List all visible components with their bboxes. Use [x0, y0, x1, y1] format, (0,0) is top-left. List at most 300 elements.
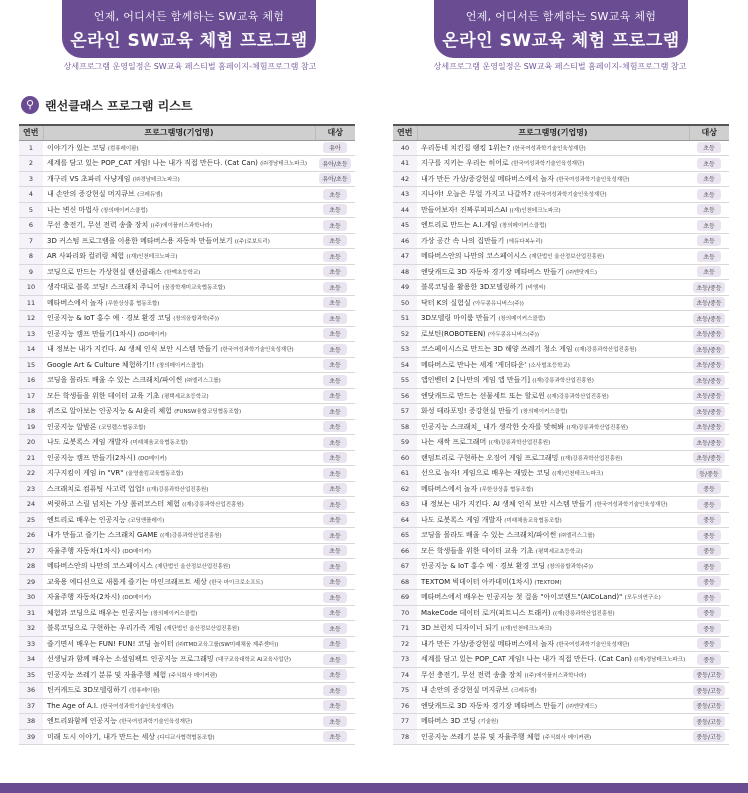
- row-number: 20: [19, 435, 43, 451]
- target-badge: 유아/초등: [319, 158, 350, 169]
- program-org: (창의융합과학(주)): [547, 564, 594, 571]
- target-badge: 초등: [323, 313, 347, 324]
- program-org: ((재)인천테크노파크): [552, 471, 604, 478]
- row-number: 73: [393, 652, 417, 668]
- row-number: 34: [19, 652, 43, 668]
- program-org: (한국여성과학기술인육성재단): [533, 192, 607, 199]
- target-cell: [689, 698, 729, 714]
- target-badge: 초등: [697, 173, 721, 184]
- program-org: ((재)강릉과학산업진흥원): [566, 424, 629, 431]
- target-cell: [689, 605, 729, 621]
- row-number: 48: [393, 264, 417, 280]
- target-cell: [689, 419, 729, 435]
- program-org: (창의융합과학(주)): [173, 316, 220, 323]
- program-name: 메타버스로 만나는 세계 '게더타운': [421, 360, 527, 369]
- program-name: 나도 로봇록스 게임 개발자: [47, 438, 129, 447]
- row-number: 77: [393, 714, 417, 730]
- program-cell: [43, 404, 315, 420]
- row-number: 9: [19, 264, 43, 280]
- target-cell: [689, 249, 729, 265]
- table-row: [19, 404, 355, 420]
- table-row: [19, 140, 355, 156]
- target-cell: [315, 435, 355, 451]
- target-badge: 초등/중등: [693, 406, 724, 417]
- program-org: (한국여성과학기술인육성재단): [512, 145, 586, 152]
- program-org: (창의메이커스클럽): [150, 610, 198, 617]
- row-number: 56: [393, 388, 417, 404]
- table-row: [19, 698, 355, 714]
- program-name: 메타버스에서 배우는 인공지능 첫 걸음 "아이코랜드"(AICoLand)": [421, 593, 623, 602]
- program-name: 내 손안의 증강현실 머지큐브: [47, 190, 135, 199]
- target-cell: [689, 311, 729, 327]
- row-number: 43: [393, 187, 417, 203]
- target-cell: [689, 140, 729, 156]
- banner-note: 상세프로그램 운영일정은 SW교육 페스티벌 홈페이지-체험프로그램 참고: [433, 62, 687, 71]
- program-name: 미래 도시 이야기, 내가 만드는 세상: [47, 732, 156, 741]
- program-org: (아두콩유니버스(주)): [487, 331, 539, 338]
- row-number: 33: [19, 636, 43, 652]
- program-name: 앱인벤터 2 [나만의 게임 앱 만들기]: [421, 376, 530, 385]
- program-name: 코딩을 몰라도 배울 수 있는 스크래치/파이썬: [421, 531, 557, 540]
- target-cell: [689, 342, 729, 358]
- target-badge: 초등: [323, 297, 347, 308]
- table-row: [393, 342, 729, 358]
- table-row: [19, 264, 355, 280]
- program-name: 메타버스에서 놀자: [421, 484, 478, 493]
- banner-title: 온라인 SW교육 체험 프로그램: [442, 31, 680, 51]
- table-row: [19, 171, 355, 187]
- program-name: 코딩을 몰라도 배울 수 있는 스크래치/파이썬: [47, 376, 183, 385]
- program-org: ((재)강릉과학산업진흥원): [182, 502, 244, 509]
- target-badge: 초등: [323, 654, 347, 665]
- target-badge: 초등: [323, 220, 347, 231]
- table-row: [393, 512, 729, 528]
- row-number: 65: [393, 528, 417, 544]
- program-cell: [43, 667, 315, 683]
- program-cell: [417, 249, 689, 265]
- target-cell: [315, 187, 355, 203]
- table-row: [19, 187, 355, 203]
- table-row: [19, 714, 355, 730]
- target-badge: 중등/고등: [693, 700, 724, 711]
- target-cell: [315, 698, 355, 714]
- program-org: (창의메이커스클럽): [101, 207, 148, 214]
- program-org: ((재)강릉과학산업진흥원): [159, 533, 222, 540]
- program-cell: [417, 590, 689, 606]
- row-number: 13: [19, 326, 43, 342]
- program-org: ((재)강릉과학산업진흥원): [532, 378, 594, 385]
- row-number: 63: [393, 497, 417, 513]
- target-cell: [315, 481, 355, 497]
- program-org: (FUNSW융합코딩협동조합): [174, 409, 242, 416]
- program-cell: [43, 357, 315, 373]
- program-cell: [417, 512, 689, 528]
- target-badge: 중등: [697, 623, 721, 634]
- row-number: 31: [19, 605, 43, 621]
- table-row: [19, 202, 355, 218]
- table-row: [393, 528, 729, 544]
- row-number: 75: [393, 683, 417, 699]
- target-cell: [689, 435, 729, 451]
- program-cell: [43, 683, 315, 699]
- row-number: 49: [393, 280, 417, 296]
- table-row: [393, 605, 729, 621]
- program-org: (㈜엘리스그룹): [558, 533, 595, 540]
- target-badge: 초등: [323, 251, 347, 262]
- table-row: [19, 419, 355, 435]
- target-cell: [315, 543, 355, 559]
- table-row: [19, 667, 355, 683]
- target-badge: 초등: [323, 344, 347, 355]
- program-name: 인공지능 캠프 만들기(1차시): [47, 329, 136, 338]
- target-badge: 초등: [697, 266, 721, 277]
- row-number: 26: [19, 528, 43, 544]
- program-name: 우리동네 치킨집 랭킹 1위는?: [421, 143, 511, 152]
- program-cell: [417, 636, 689, 652]
- program-cell: [417, 559, 689, 575]
- target-cell: [315, 574, 355, 590]
- target-badge: 중등/고등: [693, 731, 724, 742]
- target-cell: [315, 373, 355, 389]
- row-number: 21: [19, 450, 43, 466]
- target-badge: 초등: [697, 158, 721, 169]
- target-cell: [689, 543, 729, 559]
- program-cell: [417, 528, 689, 544]
- target-cell: [315, 326, 355, 342]
- program-org: (기술원): [478, 719, 499, 726]
- target-badge: 초등: [323, 406, 347, 417]
- target-cell: [315, 450, 355, 466]
- target-badge: 초등: [697, 235, 721, 246]
- row-number: 18: [19, 404, 43, 420]
- program-name: 내 손안의 증강현실 머지큐브: [421, 686, 509, 695]
- program-org: (㈜엔닷캐드): [565, 703, 597, 710]
- program-cell: [417, 311, 689, 327]
- row-number: 7: [19, 233, 43, 249]
- program-name: 스크래치로 컴퓨팅 사고력 업업!: [47, 484, 145, 493]
- row-number: 19: [19, 419, 43, 435]
- program-org: (크레듀엠): [511, 688, 537, 695]
- program-name: 인공지능 스크래치_ 내가 생각한 숫자를 맞혀봐: [421, 422, 565, 431]
- program-cell: [43, 590, 315, 606]
- program-org: (㈜경남테크노파크): [260, 161, 308, 168]
- table-row: [393, 590, 729, 606]
- program-name: 퀴즈로 알아보는 인공지능 & AI윤리 체험: [47, 407, 172, 416]
- target-badge: 초등/중등: [693, 359, 724, 370]
- program-org: (㈜ITMD교육그룹(SW미래채움 제주센터)): [175, 641, 279, 648]
- program-name: MakeCode 데이터 로거(피트니스 트래커): [421, 608, 551, 617]
- target-cell: [689, 481, 729, 497]
- target-cell: [689, 404, 729, 420]
- target-cell: [689, 667, 729, 683]
- row-number: 32: [19, 621, 43, 637]
- table-row: [19, 311, 355, 327]
- row-number: 57: [393, 404, 417, 420]
- program-name: 선으로 놀자! 게임으로 배우는 재밌는 코딩: [421, 469, 550, 478]
- target-badge: 초등: [323, 359, 347, 370]
- target-cell: [689, 714, 729, 730]
- row-number: 71: [393, 621, 417, 637]
- target-cell: [315, 605, 355, 621]
- target-cell: [315, 202, 355, 218]
- target-badge: 초등: [323, 561, 347, 572]
- table-row: [19, 683, 355, 699]
- program-cell: [417, 156, 689, 172]
- program-org: (한국여성과학기술인육성재단): [100, 703, 174, 710]
- target-badge: 초등: [323, 204, 347, 215]
- target-badge: 초등: [323, 499, 347, 510]
- table-body-left: [19, 140, 355, 745]
- program-org: (디디교사협력협동조합): [157, 734, 215, 741]
- table-row: [19, 280, 355, 296]
- target-badge: 중등: [697, 607, 721, 618]
- row-number: 46: [393, 233, 417, 249]
- row-number: 66: [393, 543, 417, 559]
- target-badge: 유아: [323, 142, 347, 153]
- program-name: 모든 학생들을 위한 데이터 교육 기초: [47, 391, 160, 400]
- program-name: TEXTOM 빅데이터 아카데미(1차시): [421, 577, 533, 586]
- table-row: [19, 559, 355, 575]
- header-name: 프로그램명(기업명): [43, 125, 315, 140]
- program-cell: [417, 652, 689, 668]
- program-cell: [417, 683, 689, 699]
- target-badge: 초등: [323, 716, 347, 727]
- row-number: 47: [393, 249, 417, 265]
- program-name: 체험과 코딩으로 배우는 인공지능: [47, 608, 149, 617]
- table-row: [393, 326, 729, 342]
- program-name: 즐기면서 배우는 FUN! FUN! 코딩 놀이터: [47, 639, 174, 648]
- program-name: 세계를 담고 있는 POP_CAT 게임! 나는 내가 직접 만든다. (Cat Can): [47, 159, 258, 168]
- program-cell: [43, 295, 315, 311]
- magnifier-icon: ⚲: [21, 96, 39, 114]
- table-row: [393, 419, 729, 435]
- program-org: ((주)에이플러스과학나라): [524, 672, 587, 679]
- table-row: [19, 466, 355, 482]
- row-number: 42: [393, 171, 417, 187]
- target-cell: [689, 636, 729, 652]
- target-badge: 초등: [323, 235, 347, 246]
- target-cell: [315, 311, 355, 327]
- row-number: 51: [393, 311, 417, 327]
- table-row: [393, 636, 729, 652]
- banner-title: 온라인 SW교육 체험 프로그램: [70, 31, 308, 51]
- program-cell: [417, 295, 689, 311]
- table-row: [19, 156, 355, 172]
- program-org: (한국여성과학기술인육성재단): [119, 719, 193, 726]
- program-cell: [417, 466, 689, 482]
- target-cell: [689, 187, 729, 203]
- row-number: 68: [393, 574, 417, 590]
- program-name: 3D모델링 마이룸 만들기: [421, 314, 497, 323]
- table-row: [393, 233, 729, 249]
- row-number: 6: [19, 218, 43, 234]
- table-row: [393, 621, 729, 637]
- banner-subtitle: 언제, 어디서든 함께하는 SW교육 체험: [93, 10, 285, 23]
- program-name: 세계를 담고 있는 POP_CAT 게임! 나는 내가 직접 만든다. (Cat Can): [421, 655, 632, 664]
- program-name: 자율주행 자동차(2차시): [47, 593, 120, 602]
- row-number: 16: [19, 373, 43, 389]
- program-name: 인공지능 캠프 만들기(2차시): [47, 453, 136, 462]
- target-cell: [689, 574, 729, 590]
- table-row: [393, 683, 729, 699]
- table-row: [19, 543, 355, 559]
- table-row: [19, 528, 355, 544]
- program-cell: [43, 481, 315, 497]
- program-cell: [417, 497, 689, 513]
- program-cell: [43, 388, 315, 404]
- target-badge: 초등/중등: [693, 390, 724, 401]
- table-row: [393, 729, 729, 745]
- row-number: 30: [19, 590, 43, 606]
- program-org: (크레듀엠): [137, 192, 163, 199]
- row-number: 11: [19, 295, 43, 311]
- program-org: (한국여성과학기술인육성재단): [594, 502, 668, 509]
- program-org: ((재)강릉과학산업진흥원): [547, 393, 609, 400]
- row-number: 35: [19, 667, 43, 683]
- target-badge: 중등: [697, 654, 721, 665]
- table-row: [19, 233, 355, 249]
- program-cell: [417, 574, 689, 590]
- program-cell: [43, 249, 315, 265]
- program-org: (한국여성과학기술인육성재단): [556, 176, 630, 183]
- program-cell: [43, 342, 315, 358]
- program-org: ((주)로보트리): [234, 238, 270, 245]
- program-name: 무선 충전기, 무선 전력 송출 장치: [421, 670, 523, 679]
- program-org: (㈜경남테크노파크): [132, 176, 180, 183]
- table-row: [393, 171, 729, 187]
- table-row: [19, 357, 355, 373]
- target-badge: 초등: [697, 142, 721, 153]
- program-name: 나는 새싹 프로그래머: [421, 438, 487, 447]
- program-name: 메타버스안의 나만의 코스페이시스: [47, 562, 153, 571]
- table-row: [393, 202, 729, 218]
- target-cell: [315, 388, 355, 404]
- program-name: 나는 변신 마법사: [47, 205, 99, 214]
- program-org: ((재)인천테크노파크): [509, 207, 561, 214]
- target-badge: 초등: [323, 483, 347, 494]
- row-number: 36: [19, 683, 43, 699]
- target-cell: [689, 264, 729, 280]
- program-cell: [43, 621, 315, 637]
- target-badge: 중등: [697, 638, 721, 649]
- program-name: 로보틴(ROBOTEEN): [421, 329, 486, 338]
- table-row: [19, 326, 355, 342]
- program-org: (한국 마이크로소프트): [209, 579, 263, 586]
- banner-left: [62, 0, 316, 58]
- target-badge: 중등: [697, 545, 721, 556]
- row-number: 50: [393, 295, 417, 311]
- target-badge: 중등: [697, 561, 721, 572]
- table-row: [393, 497, 729, 513]
- table-row: [393, 435, 729, 451]
- program-org: (컴퓨레이팜): [107, 145, 139, 152]
- program-cell: [417, 481, 689, 497]
- row-number: 2: [19, 156, 43, 172]
- target-cell: [315, 683, 355, 699]
- program-cell: [43, 373, 315, 389]
- target-badge: 중등/고등: [693, 685, 724, 696]
- row-number: 44: [393, 202, 417, 218]
- row-number: 38: [19, 714, 43, 730]
- target-badge: 초등: [697, 204, 721, 215]
- header-num: 연번: [393, 125, 417, 140]
- target-cell: [315, 528, 355, 544]
- program-cell: [417, 373, 689, 389]
- table-row: [393, 156, 729, 172]
- program-name: 인공지능 알밤론: [47, 422, 97, 431]
- program-org: (아두콩유니버스(주)): [472, 300, 524, 307]
- row-number: 17: [19, 388, 43, 404]
- target-cell: [689, 590, 729, 606]
- program-org: (무한상상홈 협동조합): [105, 300, 160, 307]
- target-cell: [689, 512, 729, 528]
- program-org: (미래채움교육협동조합): [130, 440, 188, 447]
- row-number: 39: [19, 729, 43, 745]
- table-row: [393, 295, 729, 311]
- target-cell: [689, 280, 729, 296]
- program-cell: [43, 233, 315, 249]
- table-row: [393, 140, 729, 156]
- table-row: [393, 249, 729, 265]
- target-badge: 중등: [697, 499, 721, 510]
- table-row: [19, 342, 355, 358]
- program-cell: [417, 171, 689, 187]
- target-cell: [689, 156, 729, 172]
- program-cell: [417, 233, 689, 249]
- table-header-row: [393, 125, 729, 140]
- table-row: [19, 590, 355, 606]
- row-number: 58: [393, 419, 417, 435]
- program-org: (주식회사 메이커랜): [542, 734, 592, 741]
- target-cell: [315, 218, 355, 234]
- target-cell: [315, 233, 355, 249]
- program-cell: [43, 543, 315, 559]
- row-number: 76: [393, 698, 417, 714]
- header-target: 대상: [315, 125, 355, 140]
- program-org: (컴퓨레이팜): [128, 688, 160, 695]
- program-org: (창의메이커스클럽): [156, 362, 204, 369]
- program-name: 내가 만들고 즐기는 스크래치 GAME: [47, 531, 158, 540]
- target-badge: 초등: [323, 189, 347, 200]
- row-number: 23: [19, 481, 43, 497]
- target-cell: [315, 652, 355, 668]
- program-org: ((재)강릉과학산업진흥원): [560, 455, 623, 462]
- target-cell: [689, 729, 729, 745]
- program-cell: [43, 512, 315, 528]
- target-cell: [689, 326, 729, 342]
- program-cell: [43, 202, 315, 218]
- target-badge: 중등/고등: [693, 669, 724, 680]
- program-cell: [43, 156, 315, 172]
- target-badge: 초등: [697, 220, 721, 231]
- program-org: ((재)인천테크노파크): [500, 626, 552, 633]
- table-row: [19, 481, 355, 497]
- program-name: 내 정보는 내가 지킨다. AI 생체 인식 보안 시스템 만들기: [47, 345, 219, 354]
- program-cell: [417, 435, 689, 451]
- program-cell: [43, 574, 315, 590]
- program-table-right: [393, 124, 729, 745]
- program-org: (한맥초등학교): [164, 269, 201, 276]
- program-org: ((재)인천테크노파크): [126, 254, 178, 261]
- program-org: (무한상상홈 협동조합): [479, 486, 534, 493]
- program-cell: [43, 450, 315, 466]
- target-cell: [315, 171, 355, 187]
- table-row: [19, 621, 355, 637]
- program-org: (창의메이커스클럽): [499, 223, 547, 230]
- program-org: (DO메이커): [137, 455, 167, 462]
- row-number: 59: [393, 435, 417, 451]
- target-badge: 중등: [697, 592, 721, 603]
